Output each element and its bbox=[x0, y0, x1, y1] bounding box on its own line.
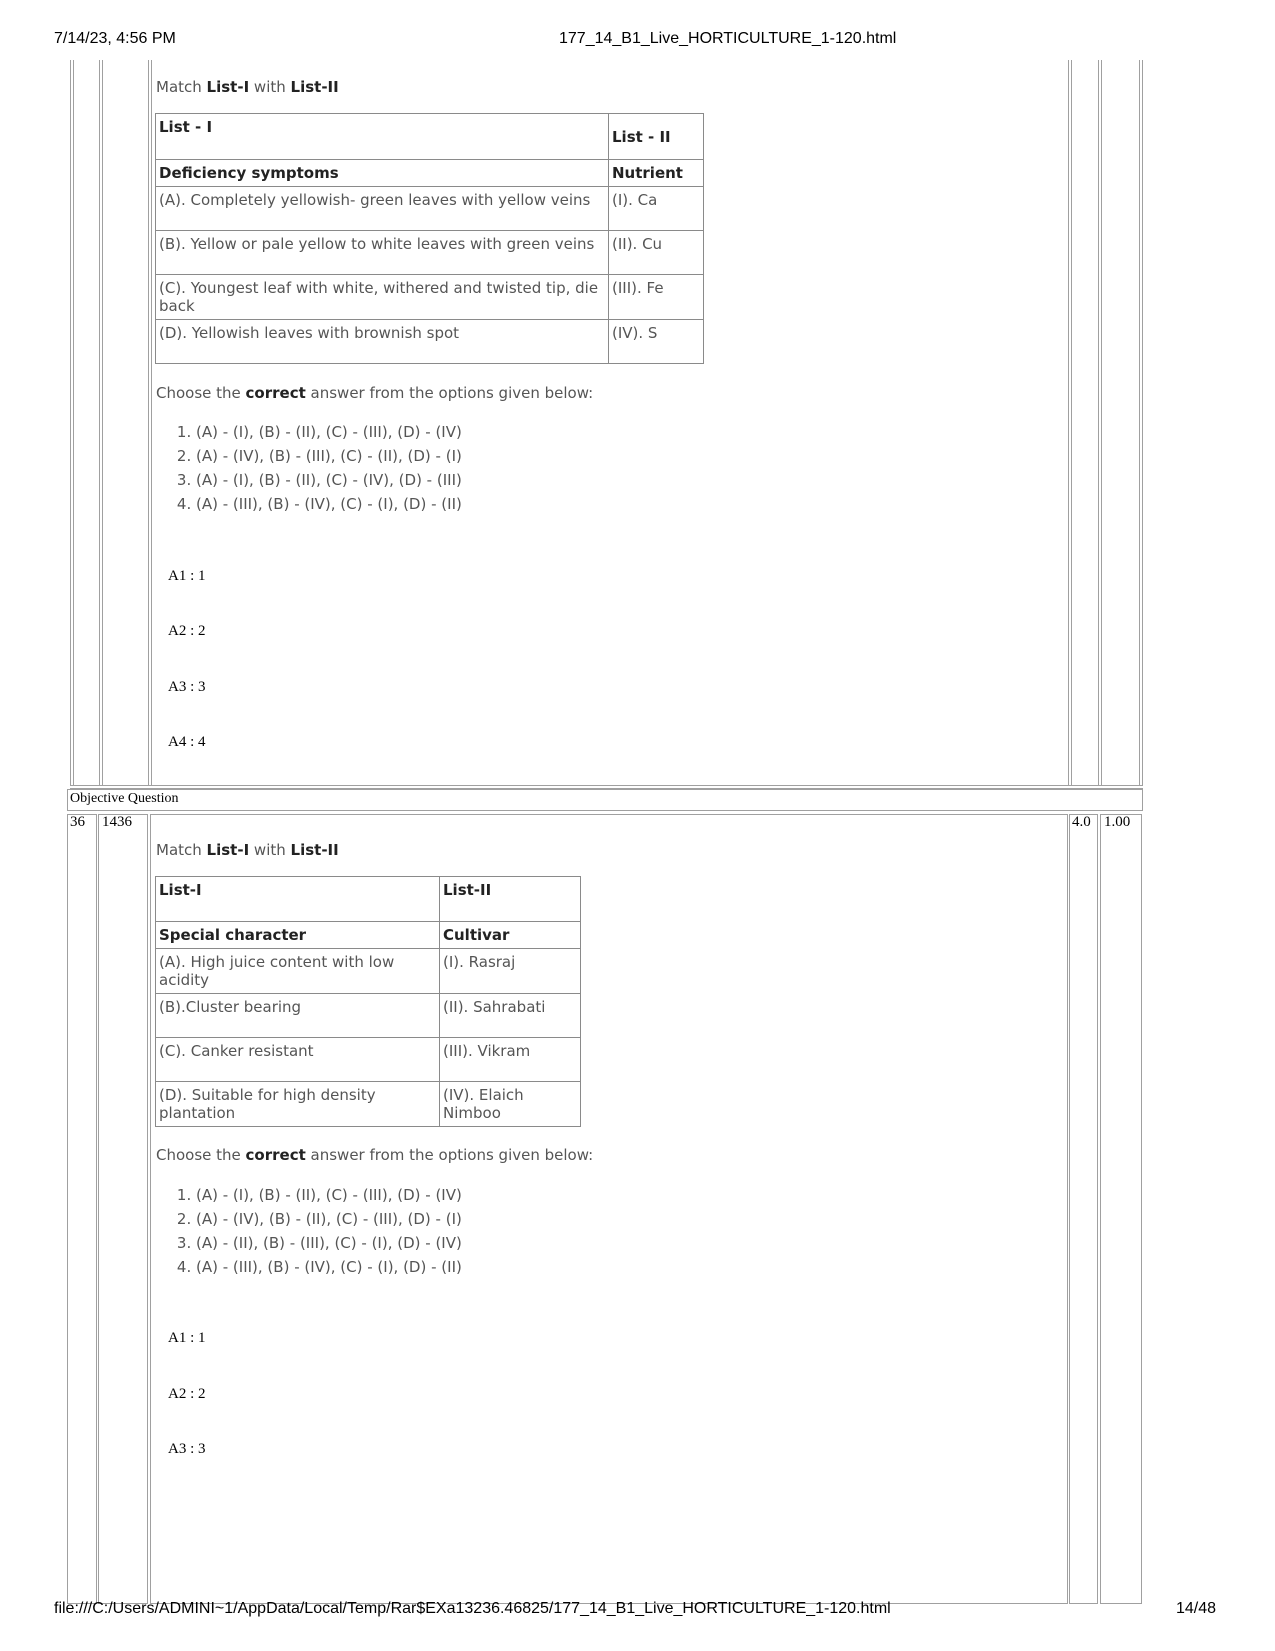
q36-col1-sub: Special character bbox=[156, 922, 440, 949]
q35-col2-header: List - II bbox=[609, 114, 704, 160]
q35-answer-1: A1 : 1 bbox=[168, 568, 206, 584]
question-number: 36 bbox=[70, 814, 85, 830]
q35-options bbox=[156, 420, 462, 516]
table-row: (B). Yellow or pale yellow to white leaves with green veins (II). Cu bbox=[156, 231, 704, 275]
list-item: 2. (A) - (IV), (B) - (III), (C) - (II), (D) - (I) bbox=[196, 444, 462, 468]
q36-col2-header: List-II bbox=[440, 877, 581, 922]
q36-options bbox=[156, 1183, 462, 1279]
cell-qid bbox=[98, 814, 148, 1604]
cell-marks bbox=[1069, 814, 1098, 1604]
q36-choose-text: Choose the correct answer from the options given below: bbox=[156, 1146, 594, 1164]
q35-answer-2: A2 : 2 bbox=[168, 623, 206, 639]
list-item: 2. (A) - (IV), (B) - (II), (C) - (III), (D) - (I) bbox=[196, 1207, 462, 1231]
list-item: 3. (A) - (I), (B) - (II), (C) - (IV), (D) - (III) bbox=[196, 468, 462, 492]
question-id: 1436 bbox=[102, 814, 132, 830]
table-row: (B).Cluster bearing (II). Sahrabati bbox=[156, 994, 581, 1038]
table-row: (A). Completely yellowish- green leaves with yellow veins (I). Ca bbox=[156, 187, 704, 231]
table-row: (C). Canker resistant (III). Vikram bbox=[156, 1038, 581, 1082]
q35-col2-sub: Nutrient bbox=[609, 160, 704, 187]
q35-choose-text: Choose the correct answer from the options given below: bbox=[156, 384, 594, 402]
table-row: (D). Suitable for high density plantation (IV). Elaich Nimboo bbox=[156, 1082, 581, 1127]
table-row: (C). Youngest leaf with white, withered and twisted tip, die back (III). Fe bbox=[156, 275, 704, 320]
print-page-number: 14/48 bbox=[1176, 1600, 1217, 1617]
q36-match-table bbox=[155, 876, 581, 1127]
section-row bbox=[67, 789, 1143, 811]
q36-col1-header: List-I bbox=[156, 877, 440, 922]
list-item: 4. (A) - (III), (B) - (IV), (C) - (I), (D) - (II) bbox=[196, 1255, 462, 1279]
q36-answer-1: A1 : 1 bbox=[168, 1330, 206, 1346]
q36-col2-sub: Cultivar bbox=[440, 922, 581, 949]
q35-match-table bbox=[155, 113, 704, 364]
cell-negative bbox=[1100, 814, 1142, 1604]
section-label: Objective Question bbox=[70, 791, 179, 806]
table-row: (A). High juice content with low acidity (I). Rasraj bbox=[156, 949, 581, 994]
q35-col1-sub: Deficiency symptoms bbox=[156, 160, 609, 187]
q35-answer-3: A3 : 3 bbox=[168, 679, 206, 695]
q35-intro: Match List-I with List-II bbox=[156, 78, 339, 96]
negative-marks: 1.00 bbox=[1104, 814, 1131, 830]
q35-col1-header: List - I bbox=[156, 114, 609, 160]
list-item: 4. (A) - (III), (B) - (IV), (C) - (I), (D) - (II) bbox=[196, 492, 462, 516]
print-title: 177_14_B1_Live_HORTICULTURE_1-120.html bbox=[559, 30, 897, 47]
print-timestamp: 7/14/23, 4:56 PM bbox=[54, 30, 176, 47]
list-item: 1. (A) - (I), (B) - (II), (C) - (III), (D) - (IV) bbox=[196, 420, 462, 444]
cell-sno bbox=[67, 814, 97, 1604]
q36-answer-2: A2 : 2 bbox=[168, 1386, 206, 1402]
q36-intro: Match List-I with List-II bbox=[156, 841, 339, 859]
q36-answer-3: A3 : 3 bbox=[168, 1441, 206, 1457]
table-row: (D). Yellowish leaves with brownish spot (IV). S bbox=[156, 320, 704, 364]
question-marks: 4.0 bbox=[1072, 814, 1091, 830]
list-item: 3. (A) - (II), (B) - (III), (C) - (I), (D) - (IV) bbox=[196, 1231, 462, 1255]
q35-answer-4: A4 : 4 bbox=[168, 734, 206, 750]
print-file-path: file:///C:/Users/ADMINI~1/AppData/Local/Temp/Rar$EXa13236.46825/177_14_B1_Live_HORTICULTURE_1-120.html bbox=[54, 1600, 891, 1617]
list-item: 1. (A) - (I), (B) - (II), (C) - (III), (D) - (IV) bbox=[196, 1183, 462, 1207]
